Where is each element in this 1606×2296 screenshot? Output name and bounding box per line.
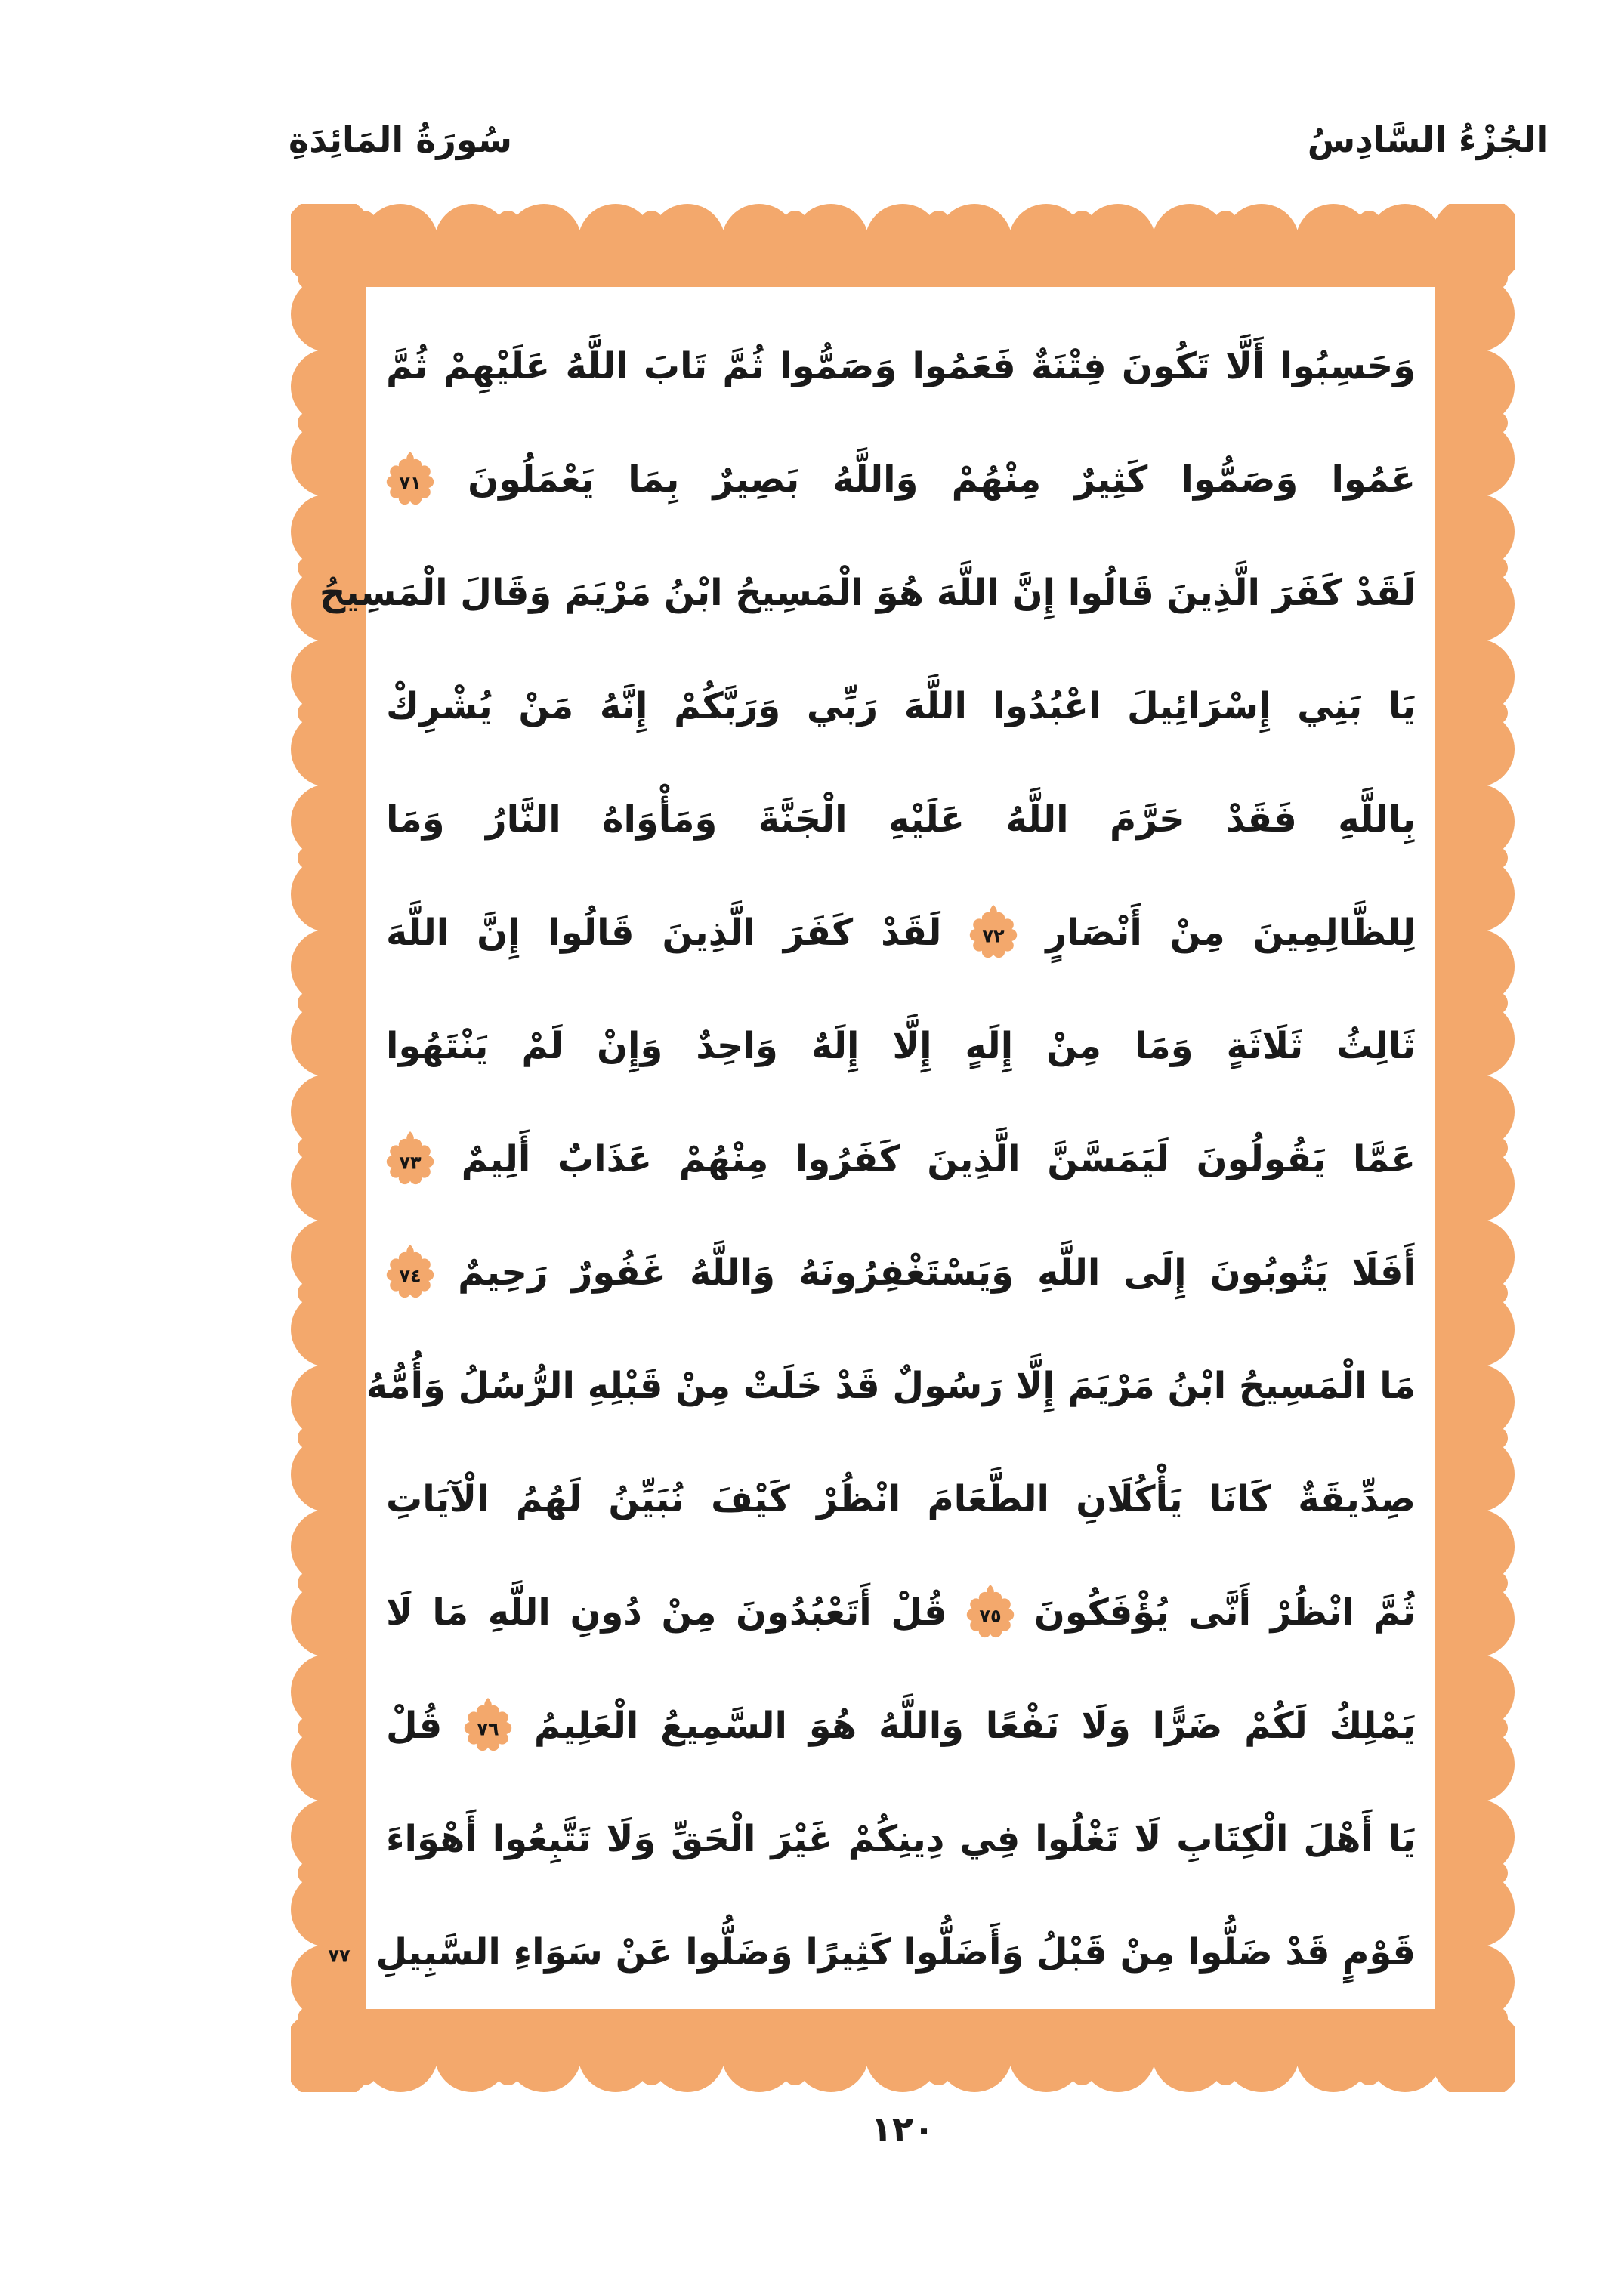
- mushaf-line: [386, 423, 1416, 536]
- mushaf-line: [386, 1782, 1416, 1896]
- ayah-text: قُلْ: [386, 1705, 443, 1747]
- quran-text-area: [319, 287, 1435, 2009]
- mushaf-line: [386, 1216, 1416, 1329]
- ayah-text: عَمَّا يَقُولُونَ لَيَمَسَّنَّ الَّذِينَ كَفَرُوا مِنْهُمْ عَذَابٌ أَلِيمٌ: [461, 1138, 1416, 1180]
- verse-rosette-icon: [386, 1127, 434, 1196]
- ayah-text: يَا أَهْلَ الْكِتَابِ لَا تَغْلُوا فِي دِينِكُمْ غَيْرَ الْحَقِّ وَلَا تَتَّبِعُوا أَهْوَاءَ: [386, 1818, 1416, 1860]
- verse-rosette-icon: [315, 1920, 363, 1989]
- verse-number-marker: [315, 1920, 363, 1989]
- ayah-text: قُلْ أَتَعْبُدُونَ مِنْ دُونِ اللَّهِ مَا لَا: [386, 1591, 947, 1634]
- juz-title: الجُزْءُ السَّادِسُ: [1307, 119, 1549, 160]
- verse-rosette-icon: [464, 1693, 512, 1763]
- verse-number-marker: [386, 1127, 434, 1196]
- mushaf-line: [319, 536, 1416, 650]
- svg-text:٧٤: ٧٤: [399, 1265, 422, 1287]
- mushaf-line: [386, 1103, 1416, 1216]
- svg-text:٧٦: ٧٦: [477, 1718, 499, 1740]
- mushaf-line: [328, 1896, 1416, 2009]
- svg-text:٧١: ٧١: [399, 472, 422, 494]
- ayah-text: ثُمَّ انْظُرْ أَنَّى يُؤْفَكُونَ: [1033, 1591, 1416, 1634]
- ayah-text: مَا الْمَسِيحُ ابْنُ مَرْيَمَ إِلَّا رَسُولٌ قَدْ خَلَتْ مِنْ قَبْلِهِ الرُّسُلُ وَأُمُّهُ: [366, 1365, 1416, 1407]
- ayah-text: ثَالِثُ ثَلَاثَةٍ وَمَا مِنْ إِلَهٍ إِلَّا إِلَهٌ وَاحِدٌ وَإِنْ لَمْ يَنْتَهُوا: [386, 1025, 1416, 1067]
- mushaf-line: [386, 1443, 1416, 1556]
- ayah-text: يَا بَنِي إِسْرَائِيلَ اعْبُدُوا اللَّهَ رَبِّي وَرَبَّكُمْ إِنَّهُ مَنْ يُشْرِكْ: [386, 685, 1416, 727]
- verse-rosette-icon: [386, 447, 434, 517]
- ayah-text: عَمُوا وَصَمُّوا كَثِيرٌ مِنْهُمْ وَاللَّهُ بَصِيرٌ بِمَا يَعْمَلُونَ: [468, 458, 1416, 501]
- verse-rosette-icon: [966, 1580, 1015, 1649]
- ayah-text: قَوْمٍ قَدْ ضَلُّوا مِنْ قَبْلُ وَأَضَلُّوا كَثِيرًا وَضَلُّوا عَنْ سَوَاءِ السَّبِيلِ: [375, 1931, 1416, 1974]
- mushaf-line: [386, 876, 1416, 989]
- svg-text:٧٣: ٧٣: [399, 1152, 422, 1174]
- ayah-text: يَمْلِكُ لَكُمْ ضَرًّا وَلَا نَفْعًا وَاللَّهُ هُوَ السَّمِيعُ الْعَلِيمُ: [533, 1705, 1416, 1747]
- ayah-text: لَقَدْ كَفَرَ الَّذِينَ قَالُوا إِنَّ اللَّهَ: [386, 912, 942, 954]
- verse-rosette-icon: [969, 900, 1018, 970]
- verse-number-marker: [969, 900, 1018, 970]
- mushaf-line: [386, 989, 1416, 1103]
- ayah-text: وَحَسِبُوا أَلَّا تَكُونَ فِتْنَةٌ فَعَمُوا وَصَمُّوا ثُمَّ تَابَ اللَّهُ عَلَيْهِمْ ثُمَّ: [386, 345, 1416, 387]
- ayah-text: أَفَلَا يَتُوبُونَ إِلَى اللَّهِ وَيَسْتَغْفِرُونَهُ وَاللَّهُ غَفُورٌ رَحِيمٌ: [458, 1251, 1416, 1294]
- mushaf-line: [386, 650, 1416, 763]
- svg-text:٧٥: ٧٥: [979, 1605, 1002, 1627]
- mushaf-line: [366, 1329, 1416, 1443]
- svg-text:٧٢: ٧٢: [982, 925, 1005, 947]
- surah-title: سُورَةُ المَائِدَةِ: [289, 119, 512, 160]
- verse-rosette-icon: [386, 1240, 434, 1310]
- mushaf-line: [386, 1669, 1416, 1782]
- mushaf-line: [386, 1556, 1416, 1669]
- mushaf-line: [386, 310, 1416, 423]
- ayah-text: لَقَدْ كَفَرَ الَّذِينَ قَالُوا إِنَّ اللَّهَ هُوَ الْمَسِيحُ ابْنُ مَرْيَمَ وَقَالَ الْمَسِيحُ: [319, 572, 1416, 614]
- verse-number-marker: [966, 1580, 1015, 1649]
- mushaf-line: [386, 763, 1416, 876]
- verse-number-marker: [464, 1693, 512, 1763]
- verse-number-marker: [386, 447, 434, 517]
- ayah-text: صِدِّيقَةٌ كَانَا يَأْكُلَانِ الطَّعَامَ انْظُرْ كَيْفَ نُبَيِّنُ لَهُمُ الْآيَاتِ: [386, 1478, 1416, 1520]
- svg-text:٧٧: ٧٧: [328, 1945, 351, 1967]
- verse-number-marker: [386, 1240, 434, 1310]
- page-number: ١٢٠: [870, 2109, 935, 2149]
- decorative-frame: [291, 204, 1515, 2092]
- ayah-text: بِاللَّهِ فَقَدْ حَرَّمَ اللَّهُ عَلَيْهِ الْجَنَّةَ وَمَأْوَاهُ النَّارُ وَمَا: [386, 798, 1416, 841]
- ayah-text: لِلظَّالِمِينَ مِنْ أَنْصَارٍ: [1045, 912, 1416, 954]
